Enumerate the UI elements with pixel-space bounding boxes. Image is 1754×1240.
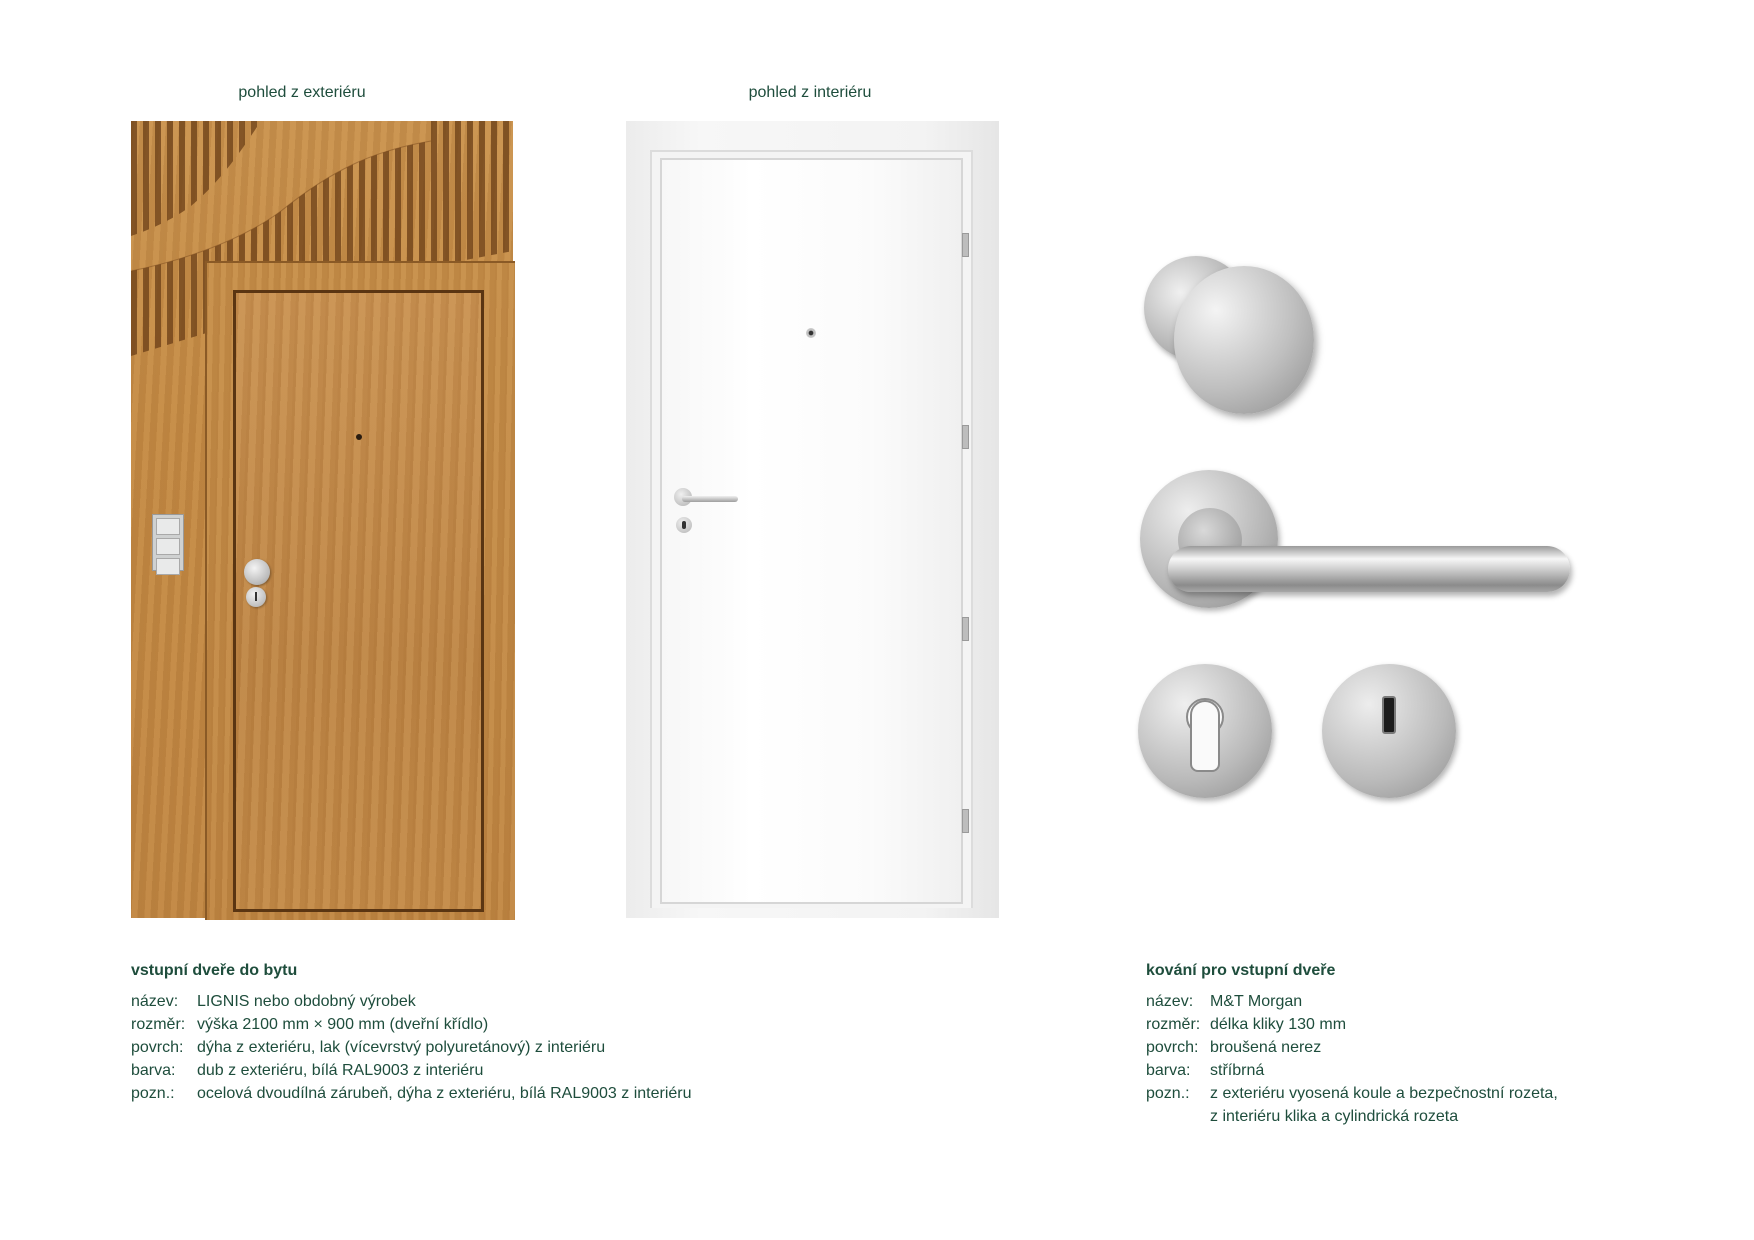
spec-row — [1146, 1036, 1558, 1059]
lever-handle-icon — [682, 496, 738, 502]
spec-row — [1146, 1082, 1558, 1105]
spec-value: M&T Morgan — [1210, 993, 1303, 1010]
spec-value: délka kliky 130 mm — [1210, 1016, 1347, 1033]
spec-key: pozn.: — [1146, 1085, 1190, 1102]
spec-row — [1146, 1105, 1558, 1128]
safety-slot-icon — [1382, 696, 1396, 734]
spec-row — [1146, 1059, 1558, 1082]
spec-key: rozměr: — [1146, 1016, 1201, 1033]
spec-key: povrch: — [131, 1039, 184, 1056]
spec-value: LIGNIS nebo obdobný výrobek — [197, 993, 416, 1010]
spec-key: barva: — [131, 1062, 176, 1079]
hinge-icon — [962, 809, 969, 833]
hardware-spec-title: kování pro vstupní dveře — [1146, 962, 1336, 979]
spec-row — [131, 1036, 692, 1059]
peephole-icon — [356, 434, 362, 440]
spec-value: výška 2100 mm × 900 mm (dveřní křídlo) — [197, 1016, 489, 1033]
spec-value: z exteriéru vyosená koule a bezpečnostní rozeta, — [1210, 1085, 1558, 1102]
spec-value: z interiéru klika a cylindrická rozeta — [1210, 1108, 1459, 1125]
white-door-leaf — [660, 158, 963, 904]
hinge-icon — [962, 233, 969, 257]
spec-key: název: — [131, 993, 179, 1010]
caption-exterior: pohled z exteriéru — [238, 84, 366, 101]
spec-value: ocelová dvoudílná zárubeň, dýha z exteriéru, bílá RAL9003 z interiéru — [197, 1085, 692, 1102]
spec-row — [131, 990, 692, 1013]
cylinder-hole-icon — [1190, 700, 1220, 772]
hinge-icon — [962, 425, 969, 449]
wood-door-leaf — [233, 290, 484, 912]
spec-row — [1146, 1013, 1558, 1036]
caption-interior: pohled z interiéru — [748, 84, 872, 101]
door-knob-icon — [1174, 266, 1314, 414]
spec-value: dýha z exteriéru, lak (vícevrstvý polyuretánový) z interiéru — [197, 1039, 606, 1056]
intercom-panel-icon — [152, 514, 184, 571]
spec-row — [131, 1082, 692, 1105]
keyhole-icon — [676, 517, 692, 533]
door-knob-icon — [244, 559, 270, 585]
hinge-icon — [962, 617, 969, 641]
door-spec-title: vstupní dveře do bytu — [131, 962, 298, 979]
spec-key: povrch: — [1146, 1039, 1199, 1056]
spec-key: rozměr: — [131, 1016, 186, 1033]
spec-row — [1146, 990, 1558, 1013]
spec-key: pozn.: — [131, 1085, 175, 1102]
spec-value: dub z exteriéru, bílá RAL9003 z interiéru — [197, 1062, 484, 1079]
spec-row — [131, 1059, 692, 1082]
lever-handle-icon — [1168, 546, 1570, 592]
spec-value: broušená nerez — [1210, 1039, 1322, 1056]
hardware-spec — [1146, 959, 1558, 1128]
spec-value: stříbrná — [1210, 1062, 1265, 1079]
spec-key: barva: — [1146, 1062, 1191, 1079]
spec-row — [131, 1013, 692, 1036]
spec-key: název: — [1146, 993, 1194, 1010]
door-spec — [131, 959, 692, 1105]
spec-key — [1146, 1105, 1210, 1128]
security-rose-icon — [246, 587, 266, 607]
peephole-icon — [806, 328, 816, 338]
